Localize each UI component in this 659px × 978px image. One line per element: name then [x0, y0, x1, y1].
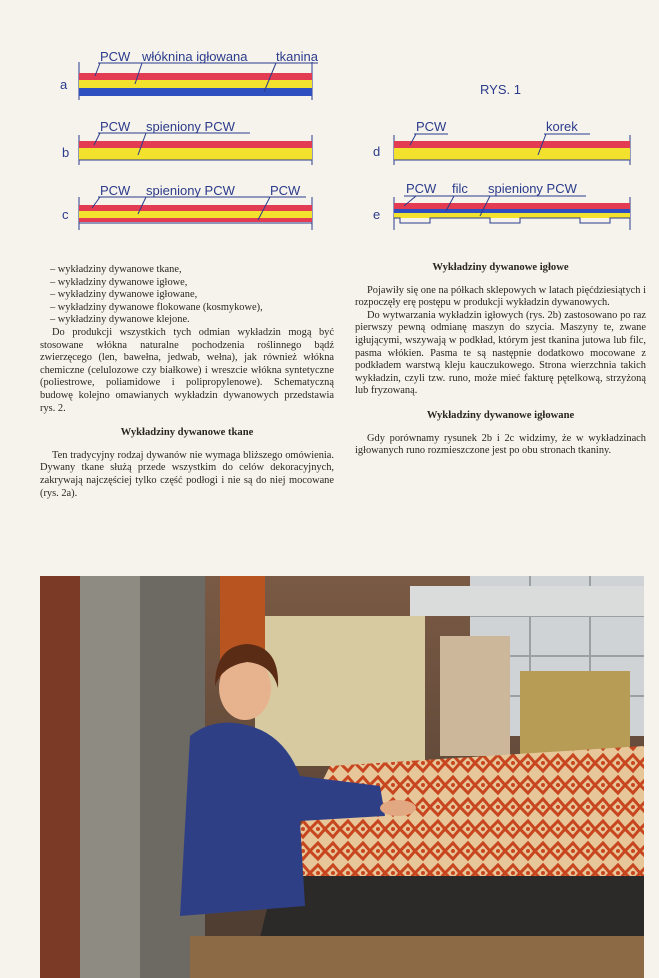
- row-b-letter: b: [62, 145, 70, 160]
- row-c-label-pcw-bottom: PCW: [270, 183, 301, 198]
- list-item: – wykładziny dywanowe tkane,: [50, 264, 182, 275]
- figure-diagram: [0, 0, 659, 250]
- beige-carpet-roll: [255, 616, 425, 766]
- heading-woven-carpets: Wykładziny dywanowe tkane: [120, 427, 254, 439]
- row-c-letter: c: [62, 207, 69, 222]
- paragraph-fibres: Do produkcji wszystkich tych odmian wykładzin mogą być stosowane włókna naturalne pochodzenia roślinnego bądź zwierzęcego (len, bawełna, jedwab, wełna), jak również włókna chemiczne (celulozowe czy białkowe) i wreszcie włókna syntetyczne (poliestrowe, poliamidowe i polipropylenowe). Schematyczną budowę kolejno omawianych wykładzin dywanowych przedstawia rys. 2.: [40, 326, 334, 414]
- pillar-left: [40, 576, 80, 978]
- row-a-layer-yellow: [79, 80, 312, 88]
- paragraph-compare: Gdy porównamy rysunek 2b i 2c widzimy, że w wykładzinach igłowanych runo rozmieszczone jest po obu stronach tkaniny.: [355, 432, 646, 457]
- row-a-label-needled-nonwoven: włóknina igłowana: [142, 49, 248, 64]
- list-item: – wykładziny dywanowe igłowe,: [50, 276, 188, 288]
- row-d-layer-yellow: [394, 148, 630, 160]
- row-e-letter: e: [373, 207, 381, 222]
- row-b-label-foamed-pcw: spieniony PCW: [146, 119, 235, 134]
- row-c-layer-red-bottom: [79, 218, 312, 222]
- row-d-label-pcw: PCW: [416, 119, 447, 134]
- figure-title: RYS. 1: [480, 82, 521, 97]
- row-a-letter: a: [60, 77, 68, 92]
- row-d-layer-red: [394, 141, 630, 148]
- heading-needled-carpets: Wykładziny dywanowe igłowane: [426, 409, 575, 421]
- row-e-label-felt: filc: [452, 181, 468, 196]
- row-e-layer-yellow: [394, 213, 630, 218]
- row-a-label-pcw: PCW: [100, 49, 131, 64]
- paragraph-production: Do wytwarzania wykładzin igłowych (rys. 2b) zastosowano po raz pierwszy pewną odmianę maszyn do szycia. Maszyny te, zwane igłującymi, wszywają w podkład, którym jest tkanina jutowa lub filc, pasma włókien. Pasma te są następnie dodatkowo mocowane z podkładem warstwą kleju kauczukowego. Strona wierzchnia takich wykładzin, czyli tzw. runo, może mieć fakturę pętelkową, strzyżoną lub fryzowaną.: [355, 309, 646, 397]
- worker-hand: [380, 800, 416, 816]
- overhead-beam: [410, 586, 644, 616]
- row-b-label-pcw: PCW: [100, 119, 131, 134]
- list-item: – wykładziny dywanowe igłowane,: [50, 289, 198, 301]
- right-column: [355, 256, 646, 458]
- row-a-layer-red: [79, 73, 312, 80]
- row-c-layer-yellow: [79, 211, 312, 218]
- row-d-letter: d: [373, 144, 381, 159]
- paragraph-fifties: Pojawiły się one na półkach sklepowych w latach pięćdziesiątych i rozpoczęły erę postępu w produkcji wykładzin dywanowych.: [355, 284, 646, 309]
- row-a-layer-blue: [79, 88, 312, 96]
- table-edge: [190, 936, 644, 978]
- row-e-label-pcw: PCW: [406, 181, 437, 196]
- row-c-label-pcw: PCW: [100, 183, 131, 198]
- row-e-layer-blue: [394, 209, 630, 213]
- roll-left: [80, 576, 140, 978]
- row-c-layer-red-top: [79, 205, 312, 211]
- row-b-layer-red: [79, 141, 312, 148]
- list-item: – wykładziny dywanowe flokowane (kosmykowe),: [50, 301, 263, 313]
- heading-needle-carpets: Wykładziny dywanowe igłowe: [432, 262, 569, 273]
- paragraph-woven: Ten tradycyjny rodzaj dywanów nie wymaga bliższego omówienia. Dywany tkane służą przede wszystkim do celów dekoracyjnych, zakrywają najczęściej tylko część podłogi i nie są do niej mocowane (rys. 2a).: [40, 449, 334, 499]
- row-e-backing-profile: [394, 218, 630, 223]
- row-c-label-foamed-pcw: spieniony PCW: [146, 183, 235, 198]
- row-a-label-fabric: tkanina: [276, 49, 318, 64]
- factory-photo: [40, 576, 644, 978]
- tan-carpet-roll: [440, 636, 510, 756]
- row-e-label-foamed-pcw: spieniony PCW: [488, 181, 577, 196]
- carpet-types-list: [40, 264, 334, 327]
- left-column: [40, 264, 334, 500]
- row-b-layer-yellow: [79, 148, 312, 160]
- factory-photo-illustration: [40, 576, 644, 978]
- list-item: – wykładziny dywanowe klejone.: [50, 314, 190, 326]
- row-d-label-cork: korek: [546, 119, 578, 134]
- row-e-layer-red: [394, 203, 630, 209]
